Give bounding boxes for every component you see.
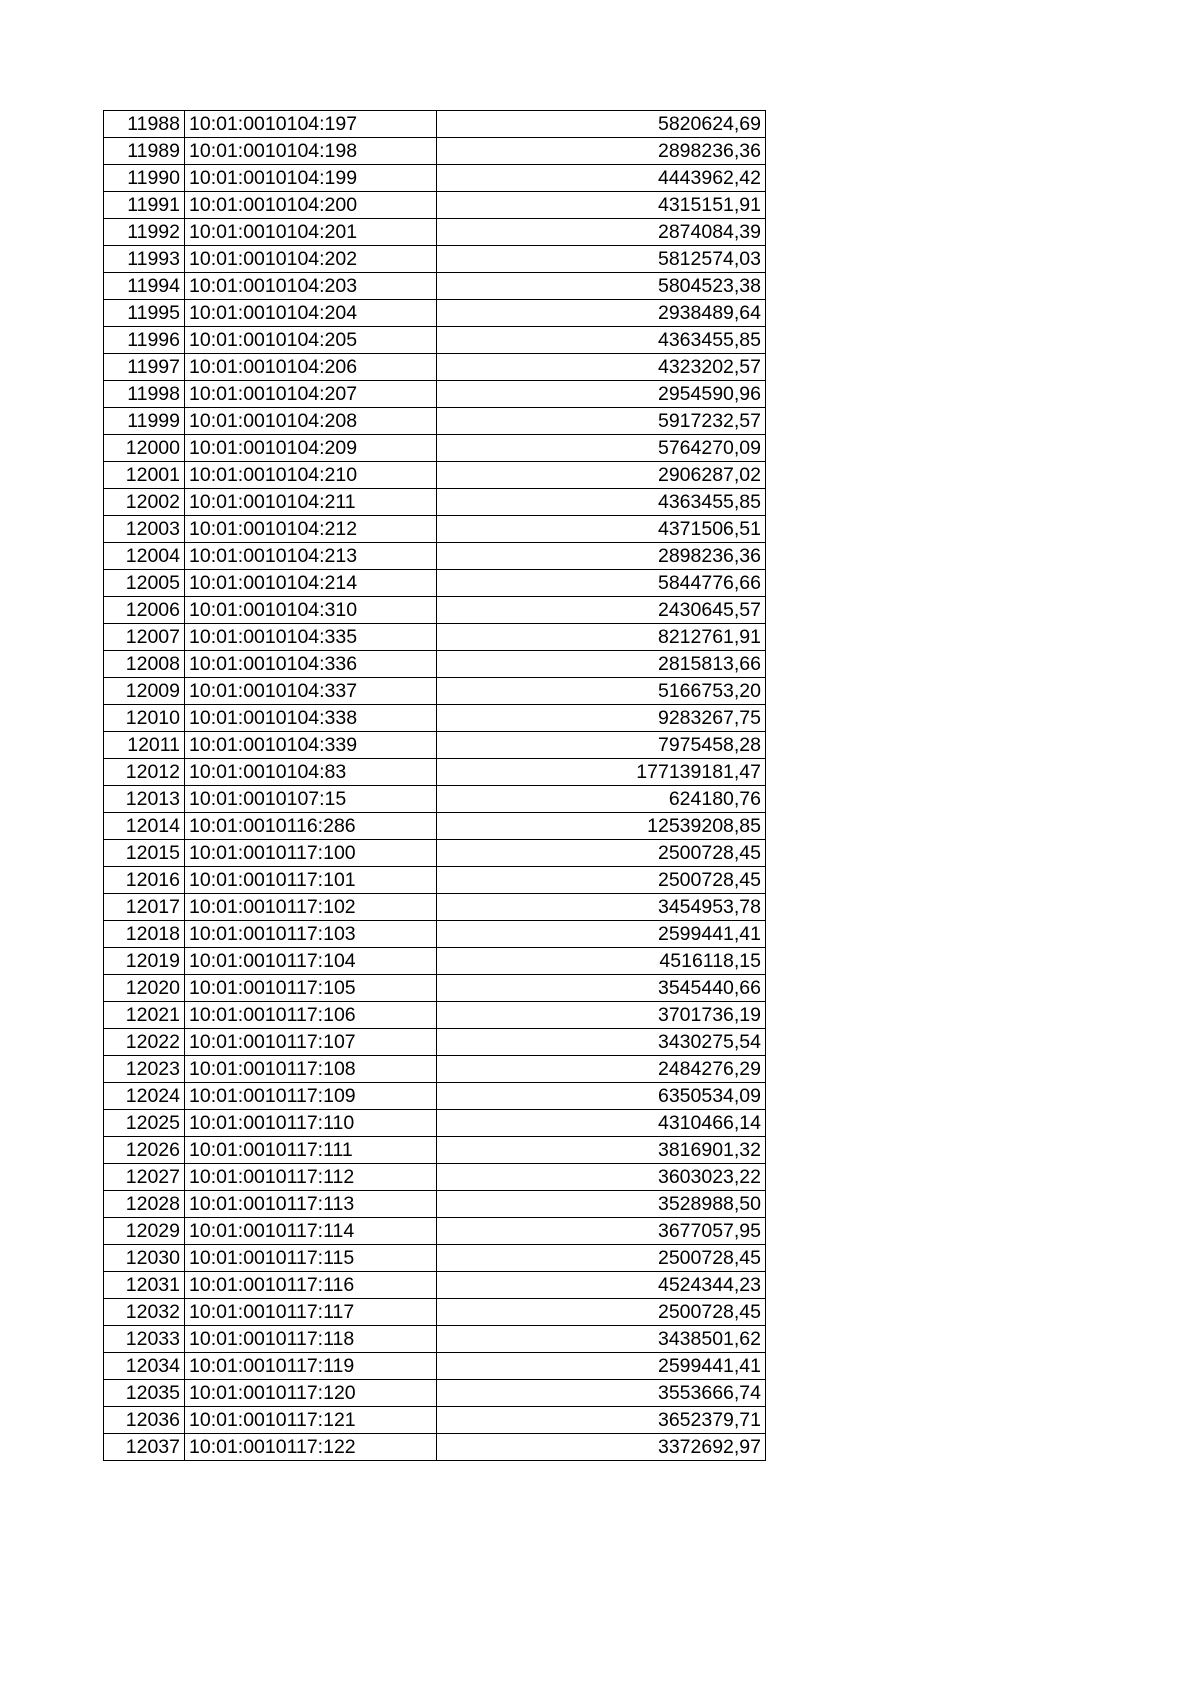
table-row bbox=[104, 1353, 766, 1380]
table-row bbox=[104, 300, 766, 327]
cadastral-number-cell: 10:01:0010117:118 bbox=[185, 1326, 437, 1353]
table-row bbox=[104, 651, 766, 678]
row-number-cell: 12003 bbox=[104, 516, 185, 543]
cadastral-number-cell: 10:01:0010117:122 bbox=[185, 1434, 437, 1461]
table-row bbox=[104, 1272, 766, 1299]
cadastral-number-cell: 10:01:0010117:116 bbox=[185, 1272, 437, 1299]
table-row bbox=[104, 408, 766, 435]
cadastral-number-cell: 10:01:0010104:201 bbox=[185, 219, 437, 246]
row-number-cell: 11990 bbox=[104, 165, 185, 192]
cadastral-number-cell: 10:01:0010117:110 bbox=[185, 1110, 437, 1137]
table-row bbox=[104, 273, 766, 300]
value-cell: 177139181,47 bbox=[437, 759, 766, 786]
value-cell: 2430645,57 bbox=[437, 597, 766, 624]
value-cell: 3545440,66 bbox=[437, 975, 766, 1002]
table-row bbox=[104, 894, 766, 921]
cadastral-number-cell: 10:01:0010104:204 bbox=[185, 300, 437, 327]
cadastral-number-cell: 10:01:0010117:108 bbox=[185, 1056, 437, 1083]
cadastral-number-cell: 10:01:0010117:121 bbox=[185, 1407, 437, 1434]
row-number-cell: 12009 bbox=[104, 678, 185, 705]
value-cell: 3438501,62 bbox=[437, 1326, 766, 1353]
value-cell: 3454953,78 bbox=[437, 894, 766, 921]
value-cell: 2898236,36 bbox=[437, 138, 766, 165]
table-row bbox=[104, 759, 766, 786]
table-row bbox=[104, 840, 766, 867]
value-cell: 4516118,15 bbox=[437, 948, 766, 975]
table-row bbox=[104, 597, 766, 624]
row-number-cell: 11994 bbox=[104, 273, 185, 300]
cadastral-number-cell: 10:01:0010104:83 bbox=[185, 759, 437, 786]
row-number-cell: 12031 bbox=[104, 1272, 185, 1299]
value-cell: 3528988,50 bbox=[437, 1191, 766, 1218]
row-number-cell: 12037 bbox=[104, 1434, 185, 1461]
cadastral-number-cell: 10:01:0010117:107 bbox=[185, 1029, 437, 1056]
table-row bbox=[104, 1110, 766, 1137]
row-number-cell: 11996 bbox=[104, 327, 185, 354]
row-number-cell: 12019 bbox=[104, 948, 185, 975]
row-number-cell: 11989 bbox=[104, 138, 185, 165]
row-number-cell: 12011 bbox=[104, 732, 185, 759]
row-number-cell: 12024 bbox=[104, 1083, 185, 1110]
cadastral-number-cell: 10:01:0010117:101 bbox=[185, 867, 437, 894]
table-row bbox=[104, 786, 766, 813]
table-row bbox=[104, 813, 766, 840]
value-cell: 3652379,71 bbox=[437, 1407, 766, 1434]
value-cell: 4524344,23 bbox=[437, 1272, 766, 1299]
value-cell: 4315151,91 bbox=[437, 192, 766, 219]
cadastral-number-cell: 10:01:0010104:339 bbox=[185, 732, 437, 759]
value-cell: 9283267,75 bbox=[437, 705, 766, 732]
table-row bbox=[104, 165, 766, 192]
row-number-cell: 11993 bbox=[104, 246, 185, 273]
value-cell: 4310466,14 bbox=[437, 1110, 766, 1137]
cadastral-number-cell: 10:01:0010117:103 bbox=[185, 921, 437, 948]
value-cell: 5166753,20 bbox=[437, 678, 766, 705]
cadastral-number-cell: 10:01:0010104:203 bbox=[185, 273, 437, 300]
table-row bbox=[104, 381, 766, 408]
cadastral-number-cell: 10:01:0010104:197 bbox=[185, 111, 437, 138]
table-row bbox=[104, 867, 766, 894]
row-number-cell: 11991 bbox=[104, 192, 185, 219]
table-row bbox=[104, 138, 766, 165]
cadastral-number-cell: 10:01:0010104:335 bbox=[185, 624, 437, 651]
row-number-cell: 12017 bbox=[104, 894, 185, 921]
row-number-cell: 12010 bbox=[104, 705, 185, 732]
cadastral-number-cell: 10:01:0010104:200 bbox=[185, 192, 437, 219]
table-row bbox=[104, 570, 766, 597]
row-number-cell: 12016 bbox=[104, 867, 185, 894]
cadastral-number-cell: 10:01:0010104:214 bbox=[185, 570, 437, 597]
row-number-cell: 12036 bbox=[104, 1407, 185, 1434]
row-number-cell: 12021 bbox=[104, 1002, 185, 1029]
value-cell: 7975458,28 bbox=[437, 732, 766, 759]
value-cell: 5804523,38 bbox=[437, 273, 766, 300]
value-cell: 2500728,45 bbox=[437, 867, 766, 894]
value-cell: 3553666,74 bbox=[437, 1380, 766, 1407]
cadastral-number-cell: 10:01:0010104:199 bbox=[185, 165, 437, 192]
table-row bbox=[104, 1326, 766, 1353]
table-row bbox=[104, 948, 766, 975]
cadastral-number-cell: 10:01:0010104:207 bbox=[185, 381, 437, 408]
table-row bbox=[104, 1002, 766, 1029]
table-row bbox=[104, 975, 766, 1002]
cadastral-number-cell: 10:01:0010117:115 bbox=[185, 1245, 437, 1272]
value-cell: 4363455,85 bbox=[437, 489, 766, 516]
table-row bbox=[104, 1380, 766, 1407]
row-number-cell: 12008 bbox=[104, 651, 185, 678]
row-number-cell: 12035 bbox=[104, 1380, 185, 1407]
row-number-cell: 12013 bbox=[104, 786, 185, 813]
value-cell: 2500728,45 bbox=[437, 1299, 766, 1326]
value-cell: 3603023,22 bbox=[437, 1164, 766, 1191]
data-sheet bbox=[103, 110, 765, 1461]
value-cell: 4363455,85 bbox=[437, 327, 766, 354]
table-row bbox=[104, 543, 766, 570]
table-row bbox=[104, 678, 766, 705]
value-cell: 5764270,09 bbox=[437, 435, 766, 462]
table-row bbox=[104, 1245, 766, 1272]
row-number-cell: 12004 bbox=[104, 543, 185, 570]
value-cell: 2938489,64 bbox=[437, 300, 766, 327]
table-row bbox=[104, 921, 766, 948]
row-number-cell: 12027 bbox=[104, 1164, 185, 1191]
cadastral-number-cell: 10:01:0010104:211 bbox=[185, 489, 437, 516]
value-cell: 2500728,45 bbox=[437, 1245, 766, 1272]
cadastral-number-cell: 10:01:0010117:119 bbox=[185, 1353, 437, 1380]
table-row bbox=[104, 732, 766, 759]
row-number-cell: 11988 bbox=[104, 111, 185, 138]
row-number-cell: 11992 bbox=[104, 219, 185, 246]
row-number-cell: 12012 bbox=[104, 759, 185, 786]
cadastral-number-cell: 10:01:0010104:198 bbox=[185, 138, 437, 165]
row-number-cell: 12028 bbox=[104, 1191, 185, 1218]
row-number-cell: 12014 bbox=[104, 813, 185, 840]
table-row bbox=[104, 1137, 766, 1164]
cadastral-number-cell: 10:01:0010117:105 bbox=[185, 975, 437, 1002]
value-cell: 8212761,91 bbox=[437, 624, 766, 651]
row-number-cell: 12002 bbox=[104, 489, 185, 516]
row-number-cell: 12026 bbox=[104, 1137, 185, 1164]
table-row bbox=[104, 1407, 766, 1434]
value-cell: 2874084,39 bbox=[437, 219, 766, 246]
row-number-cell: 11995 bbox=[104, 300, 185, 327]
row-number-cell: 12018 bbox=[104, 921, 185, 948]
row-number-cell: 11997 bbox=[104, 354, 185, 381]
table-row bbox=[104, 489, 766, 516]
value-cell: 4323202,57 bbox=[437, 354, 766, 381]
cadastral-number-cell: 10:01:0010104:208 bbox=[185, 408, 437, 435]
row-number-cell: 11999 bbox=[104, 408, 185, 435]
cadastral-number-cell: 10:01:0010104:209 bbox=[185, 435, 437, 462]
value-cell: 5812574,03 bbox=[437, 246, 766, 273]
cadastral-number-cell: 10:01:0010117:100 bbox=[185, 840, 437, 867]
value-cell: 4443962,42 bbox=[437, 165, 766, 192]
cadastral-number-cell: 10:01:0010104:213 bbox=[185, 543, 437, 570]
value-cell: 2500728,45 bbox=[437, 840, 766, 867]
cadastral-number-cell: 10:01:0010117:117 bbox=[185, 1299, 437, 1326]
cadastral-number-cell: 10:01:0010104:310 bbox=[185, 597, 437, 624]
value-cell: 2815813,66 bbox=[437, 651, 766, 678]
cadastral-number-cell: 10:01:0010117:111 bbox=[185, 1137, 437, 1164]
row-number-cell: 12022 bbox=[104, 1029, 185, 1056]
cadastral-number-cell: 10:01:0010104:338 bbox=[185, 705, 437, 732]
row-number-cell: 12015 bbox=[104, 840, 185, 867]
value-cell: 4371506,51 bbox=[437, 516, 766, 543]
cadastral-value-table bbox=[103, 110, 766, 1461]
table-row bbox=[104, 219, 766, 246]
cadastral-number-cell: 10:01:0010117:106 bbox=[185, 1002, 437, 1029]
table-row bbox=[104, 1164, 766, 1191]
row-number-cell: 12000 bbox=[104, 435, 185, 462]
value-cell: 5820624,69 bbox=[437, 111, 766, 138]
row-number-cell: 12025 bbox=[104, 1110, 185, 1137]
value-cell: 2954590,96 bbox=[437, 381, 766, 408]
table-row bbox=[104, 354, 766, 381]
cadastral-number-cell: 10:01:0010104:205 bbox=[185, 327, 437, 354]
value-cell: 3677057,95 bbox=[437, 1218, 766, 1245]
table-row bbox=[104, 1056, 766, 1083]
table-row bbox=[104, 1218, 766, 1245]
value-cell: 6350534,09 bbox=[437, 1083, 766, 1110]
value-cell: 2599441,41 bbox=[437, 1353, 766, 1380]
table-row bbox=[104, 462, 766, 489]
value-cell: 12539208,85 bbox=[437, 813, 766, 840]
value-cell: 3372692,97 bbox=[437, 1434, 766, 1461]
row-number-cell: 12005 bbox=[104, 570, 185, 597]
row-number-cell: 12030 bbox=[104, 1245, 185, 1272]
cadastral-number-cell: 10:01:0010104:206 bbox=[185, 354, 437, 381]
cadastral-number-cell: 10:01:0010117:109 bbox=[185, 1083, 437, 1110]
table-row bbox=[104, 1191, 766, 1218]
cadastral-number-cell: 10:01:0010117:113 bbox=[185, 1191, 437, 1218]
cadastral-number-cell: 10:01:0010117:120 bbox=[185, 1380, 437, 1407]
value-cell: 2599441,41 bbox=[437, 921, 766, 948]
table-row bbox=[104, 327, 766, 354]
value-cell: 3430275,54 bbox=[437, 1029, 766, 1056]
table-row bbox=[104, 1299, 766, 1326]
row-number-cell: 12001 bbox=[104, 462, 185, 489]
row-number-cell: 12007 bbox=[104, 624, 185, 651]
table-row bbox=[104, 705, 766, 732]
cadastral-number-cell: 10:01:0010104:210 bbox=[185, 462, 437, 489]
value-cell: 2906287,02 bbox=[437, 462, 766, 489]
cadastral-number-cell: 10:01:0010104:202 bbox=[185, 246, 437, 273]
cadastral-number-cell: 10:01:0010117:114 bbox=[185, 1218, 437, 1245]
table-row bbox=[104, 1083, 766, 1110]
value-cell: 5917232,57 bbox=[437, 408, 766, 435]
table-row bbox=[104, 624, 766, 651]
row-number-cell: 12032 bbox=[104, 1299, 185, 1326]
row-number-cell: 12029 bbox=[104, 1218, 185, 1245]
table-row bbox=[104, 1029, 766, 1056]
cadastral-number-cell: 10:01:0010117:102 bbox=[185, 894, 437, 921]
cadastral-number-cell: 10:01:0010107:15 bbox=[185, 786, 437, 813]
value-cell: 5844776,66 bbox=[437, 570, 766, 597]
value-cell: 2898236,36 bbox=[437, 543, 766, 570]
table-body bbox=[104, 111, 766, 1461]
table-row bbox=[104, 1434, 766, 1461]
value-cell: 3816901,32 bbox=[437, 1137, 766, 1164]
row-number-cell: 12023 bbox=[104, 1056, 185, 1083]
cadastral-number-cell: 10:01:0010117:112 bbox=[185, 1164, 437, 1191]
row-number-cell: 12006 bbox=[104, 597, 185, 624]
table-row bbox=[104, 435, 766, 462]
value-cell: 3701736,19 bbox=[437, 1002, 766, 1029]
table-row bbox=[104, 111, 766, 138]
row-number-cell: 12034 bbox=[104, 1353, 185, 1380]
cadastral-number-cell: 10:01:0010116:286 bbox=[185, 813, 437, 840]
table-row bbox=[104, 192, 766, 219]
cadastral-number-cell: 10:01:0010104:337 bbox=[185, 678, 437, 705]
cadastral-number-cell: 10:01:0010104:336 bbox=[185, 651, 437, 678]
row-number-cell: 12020 bbox=[104, 975, 185, 1002]
row-number-cell: 12033 bbox=[104, 1326, 185, 1353]
cadastral-number-cell: 10:01:0010104:212 bbox=[185, 516, 437, 543]
cadastral-number-cell: 10:01:0010117:104 bbox=[185, 948, 437, 975]
table-row bbox=[104, 246, 766, 273]
value-cell: 624180,76 bbox=[437, 786, 766, 813]
table-row bbox=[104, 516, 766, 543]
row-number-cell: 11998 bbox=[104, 381, 185, 408]
value-cell: 2484276,29 bbox=[437, 1056, 766, 1083]
